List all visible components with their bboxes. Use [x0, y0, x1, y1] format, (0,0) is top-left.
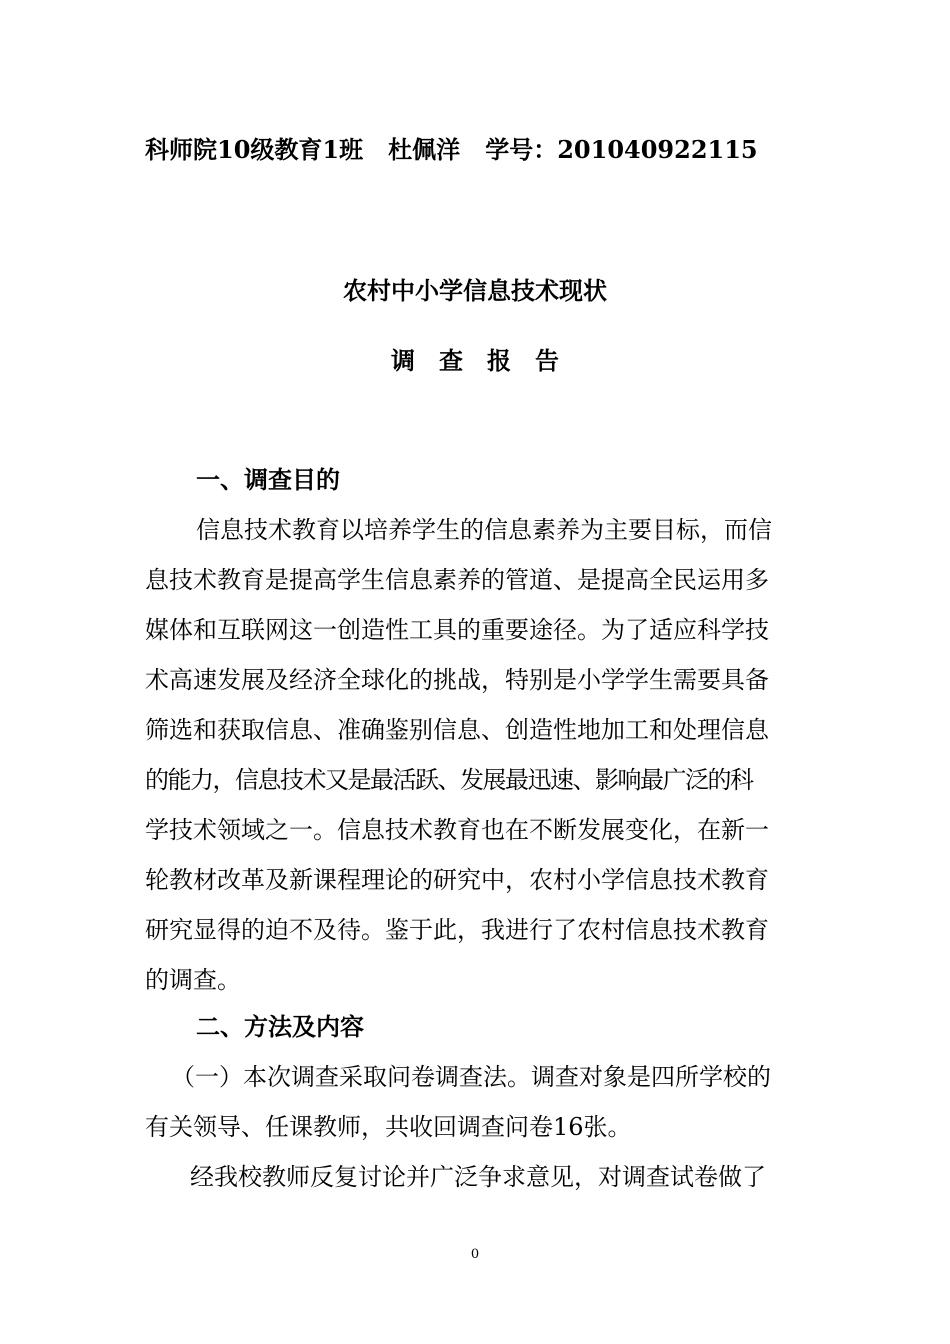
paragraph-line: （一）本次调查采取问卷调查法。调查对象是四所学校的: [171, 1063, 771, 1091]
paragraph-line: 术高速发展及经济全球化的挑战，特别是小学学生需要具备: [145, 666, 769, 694]
author-line: 科师院10级教育1班 杜佩洋 学号：201040922115: [145, 135, 758, 164]
section-heading-purpose: 一、调查目的: [196, 465, 340, 494]
paragraph-line: 的能力，信息技术又是最活跃、发展最迅速、影响最广泛的科: [145, 766, 753, 794]
paragraph-line: 经我校教师反复讨论并广泛争求意见，对调查试卷做了: [190, 1163, 766, 1191]
paragraph-line: 的调查。: [145, 966, 241, 994]
section-heading-method: 二、方法及内容: [196, 1012, 364, 1041]
paragraph-line: 轮教材改革及新课程理论的研究中，农村小学信息技术教育: [145, 866, 769, 894]
paragraph-line: 研究显得的迫不及待。鉴于此，我进行了农村信息技术教育: [145, 916, 769, 944]
paragraph-line: 有关领导、任课教师，共收回调查问卷16张。: [145, 1113, 632, 1141]
report-title-line-1: 农村中小学信息技术现状: [343, 276, 607, 305]
paragraph-line: 筛选和获取信息、准确鉴别信息、创造性地加工和处理信息: [145, 716, 769, 744]
paragraph-line: 信息技术教育以培养学生的信息素养为主要目标，而信: [196, 516, 772, 544]
paragraph-line: 学技术领域之一。信息技术教育也在不断发展变化，在新一: [145, 816, 769, 844]
page-number: 0: [470, 1247, 480, 1262]
report-title-line-2: 调查报告: [391, 346, 583, 375]
paragraph-line: 息技术教育是提高学生信息素养的管道、是提高全民运用多: [145, 566, 769, 594]
paragraph-line: 媒体和互联网这一创造性工具的重要途径。为了适应科学技: [145, 616, 769, 644]
